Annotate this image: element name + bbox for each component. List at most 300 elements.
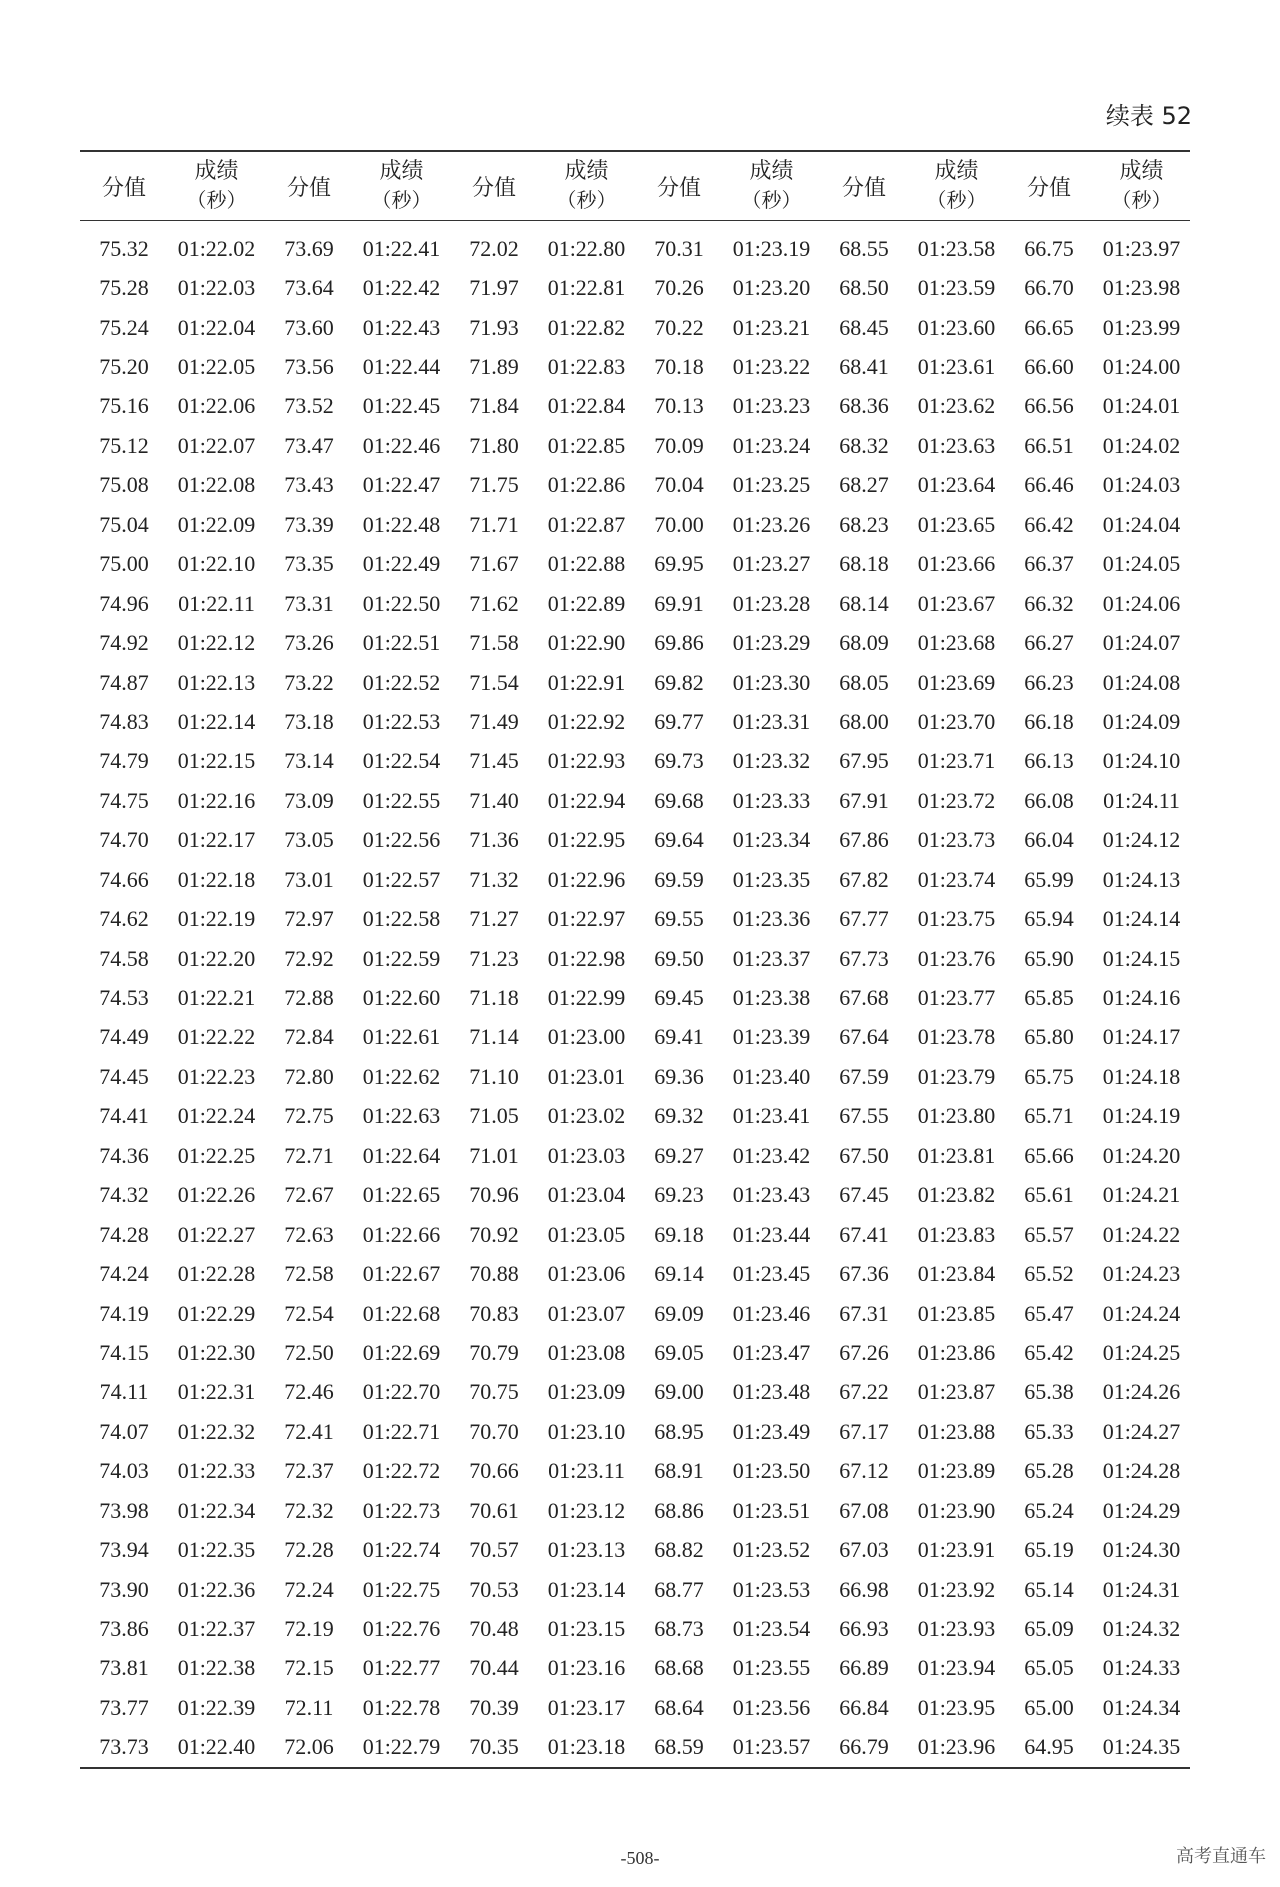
score-cell: 74.92: [99, 630, 149, 656]
time-cell: 01:22.85: [547, 432, 626, 458]
time-cell: 01:23.07: [547, 1300, 626, 1326]
score-cell: 72.28: [284, 1537, 334, 1563]
time-cell: 01:23.80: [917, 1103, 996, 1129]
score-cell: 73.73: [99, 1734, 149, 1760]
time-cell: 01:22.83: [547, 354, 626, 380]
score-cell: 74.66: [99, 866, 149, 892]
score-cell: 66.32: [1024, 590, 1074, 616]
score-cell: 74.03: [99, 1458, 149, 1484]
score-cell: 65.57: [1024, 1221, 1074, 1247]
header-score: 分值: [841, 175, 886, 201]
score-cell: 74.07: [99, 1418, 149, 1444]
score-cell: 71.40: [469, 787, 519, 813]
time-cell: 01:22.75: [362, 1576, 441, 1602]
time-cell: 01:22.80: [547, 235, 626, 261]
time-cell: 01:22.87: [547, 511, 626, 537]
time-cell: 01:23.90: [917, 1497, 996, 1523]
table-row: [80, 781, 1190, 820]
score-cell: 74.32: [99, 1182, 149, 1208]
time-cell: 01:22.17: [177, 827, 256, 853]
score-cell: 66.04: [1024, 827, 1074, 853]
time-cell: 01:23.22: [732, 354, 811, 380]
time-cell: 01:22.60: [362, 985, 441, 1011]
score-cell: 72.88: [284, 985, 334, 1011]
time-cell: 01:23.98: [1102, 275, 1181, 301]
score-cell: 69.14: [654, 1261, 704, 1287]
score-cell: 75.24: [99, 314, 149, 340]
score-cell: 73.60: [284, 314, 334, 340]
table-row: [80, 1176, 1190, 1215]
score-cell: 65.19: [1024, 1537, 1074, 1563]
score-cell: 69.73: [654, 748, 704, 774]
time-cell: 01:23.42: [732, 1142, 811, 1168]
time-cell: 01:23.70: [917, 708, 996, 734]
header-time-unit: （秒）: [741, 188, 802, 212]
score-cell: 74.45: [99, 1063, 149, 1089]
time-cell: 01:24.34: [1102, 1694, 1181, 1720]
score-cell: 73.90: [99, 1576, 149, 1602]
score-cell: 66.75: [1024, 235, 1074, 261]
time-cell: 01:23.15: [547, 1616, 626, 1642]
score-cell: 67.55: [839, 1103, 889, 1129]
time-cell: 01:23.58: [917, 235, 996, 261]
score-cell: 66.56: [1024, 393, 1074, 419]
score-cell: 71.05: [469, 1103, 519, 1129]
score-cell: 67.50: [839, 1142, 889, 1168]
time-cell: 01:24.11: [1103, 787, 1180, 813]
score-table-container: [80, 150, 1190, 1769]
time-cell: 01:22.73: [362, 1497, 441, 1523]
time-cell: 01:23.20: [732, 275, 811, 301]
score-cell: 68.95: [654, 1418, 704, 1444]
score-cell: 71.80: [469, 432, 519, 458]
time-cell: 01:24.35: [1102, 1734, 1181, 1760]
table-row: [80, 1570, 1190, 1609]
time-cell: 01:23.84: [917, 1261, 996, 1287]
score-cell: 70.22: [654, 314, 704, 340]
time-cell: 01:22.66: [362, 1221, 441, 1247]
table-row: [80, 821, 1190, 860]
time-cell: 01:22.92: [547, 708, 626, 734]
time-cell: 01:22.19: [177, 906, 256, 932]
table-row: [80, 268, 1190, 307]
header-score: 分值: [471, 175, 516, 201]
time-cell: 01:23.97: [1102, 235, 1181, 261]
score-cell: 66.89: [839, 1655, 889, 1681]
time-cell: 01:23.24: [732, 432, 811, 458]
score-cell: 65.71: [1024, 1103, 1074, 1129]
score-cell: 75.04: [99, 511, 149, 537]
table-row: [80, 221, 1190, 269]
score-cell: 68.77: [654, 1576, 704, 1602]
table-row: [80, 1728, 1190, 1768]
score-cell: 65.28: [1024, 1458, 1074, 1484]
time-cell: 01:24.10: [1102, 748, 1181, 774]
score-cell: 65.38: [1024, 1379, 1074, 1405]
time-cell: 01:23.72: [917, 787, 996, 813]
page-number: -508-: [620, 1848, 660, 1868]
score-cell: 73.56: [284, 354, 334, 380]
time-cell: 01:23.81: [917, 1142, 996, 1168]
table-row: [80, 584, 1190, 623]
score-cell: 71.45: [469, 748, 519, 774]
score-cell: 67.08: [839, 1497, 889, 1523]
time-cell: 01:23.38: [732, 985, 811, 1011]
header-time-label: 成绩: [1119, 159, 1164, 184]
score-cell: 72.11: [284, 1694, 334, 1720]
score-cell: 68.55: [839, 235, 889, 261]
score-cell: 75.32: [99, 235, 149, 261]
score-cell: 73.94: [99, 1537, 149, 1563]
time-cell: 01:23.99: [1102, 314, 1181, 340]
time-cell: 01:22.27: [177, 1221, 256, 1247]
time-cell: 01:22.35: [177, 1537, 256, 1563]
time-cell: 01:22.30: [177, 1339, 256, 1365]
time-cell: 01:22.06: [177, 393, 256, 419]
time-cell: 01:23.92: [917, 1576, 996, 1602]
score-cell: 66.65: [1024, 314, 1074, 340]
time-cell: 01:22.42: [362, 275, 441, 301]
header-score: 分值: [101, 175, 146, 201]
header-time: [1093, 151, 1190, 221]
time-cell: 01:22.05: [177, 354, 256, 380]
time-cell: 01:23.52: [732, 1537, 811, 1563]
score-cell: 71.67: [469, 551, 519, 577]
table-row: [80, 1333, 1190, 1372]
table-body: [80, 221, 1190, 1769]
score-cell: 74.11: [99, 1379, 149, 1405]
time-cell: 01:22.40: [177, 1734, 256, 1760]
score-cell: 72.37: [284, 1458, 334, 1484]
score-cell: 75.08: [99, 472, 149, 498]
time-cell: 01:23.37: [732, 945, 811, 971]
score-cell: 65.47: [1024, 1300, 1074, 1326]
time-cell: 01:22.47: [362, 472, 441, 498]
time-cell: 01:23.10: [547, 1418, 626, 1444]
score-cell: 70.39: [469, 1694, 519, 1720]
time-cell: 01:22.70: [362, 1379, 441, 1405]
time-cell: 01:24.31: [1102, 1576, 1181, 1602]
time-cell: 01:22.34: [177, 1497, 256, 1523]
time-cell: 01:24.07: [1102, 630, 1181, 656]
score-cell: 73.09: [284, 787, 334, 813]
header-time-label: 成绩: [194, 159, 239, 184]
time-cell: 01:23.60: [917, 314, 996, 340]
time-cell: 01:23.03: [547, 1142, 626, 1168]
score-cell: 71.93: [469, 314, 519, 340]
time-cell: 01:24.08: [1102, 669, 1181, 695]
table-row: [80, 1649, 1190, 1688]
time-cell: 01:22.46: [362, 432, 441, 458]
time-cell: 01:23.13: [547, 1537, 626, 1563]
header-time-unit: （秒）: [1111, 188, 1172, 212]
score-cell: 68.86: [654, 1497, 704, 1523]
time-cell: 01:22.49: [362, 551, 441, 577]
time-cell: 01:22.72: [362, 1458, 441, 1484]
header-time: [723, 151, 820, 221]
time-cell: 01:22.68: [362, 1300, 441, 1326]
time-cell: 01:22.31: [177, 1379, 256, 1405]
score-cell: 70.26: [654, 275, 704, 301]
time-cell: 01:23.02: [547, 1103, 626, 1129]
score-cell: 66.46: [1024, 472, 1074, 498]
score-cell: 74.49: [99, 1024, 149, 1050]
table-row: [80, 742, 1190, 781]
table-row: [80, 1136, 1190, 1175]
time-cell: 01:22.64: [362, 1142, 441, 1168]
score-cell: 68.05: [839, 669, 889, 695]
time-cell: 01:23.55: [732, 1655, 811, 1681]
time-cell: 01:22.86: [547, 472, 626, 498]
score-cell: 73.26: [284, 630, 334, 656]
time-cell: 01:23.78: [917, 1024, 996, 1050]
score-cell: 69.82: [654, 669, 704, 695]
score-cell: 65.61: [1024, 1182, 1074, 1208]
time-cell: 01:24.02: [1102, 432, 1181, 458]
time-cell: 01:23.79: [917, 1063, 996, 1089]
score-cell: 75.16: [99, 393, 149, 419]
score-cell: 70.75: [469, 1379, 519, 1405]
header-time-unit: （秒）: [926, 188, 987, 212]
score-cell: 75.12: [99, 432, 149, 458]
score-cell: 71.36: [469, 827, 519, 853]
time-cell: 01:22.56: [362, 827, 441, 853]
header-time-label: 成绩: [749, 159, 794, 184]
score-cell: 69.27: [654, 1142, 704, 1168]
time-cell: 01:23.08: [547, 1339, 626, 1365]
time-cell: 01:24.33: [1102, 1655, 1181, 1681]
score-cell: 73.05: [284, 827, 334, 853]
time-cell: 01:23.51: [732, 1497, 811, 1523]
score-cell: 70.44: [469, 1655, 519, 1681]
score-cell: 69.36: [654, 1063, 704, 1089]
time-cell: 01:22.24: [177, 1103, 256, 1129]
time-cell: 01:23.74: [917, 866, 996, 892]
table-row: [80, 1018, 1190, 1057]
time-cell: 01:24.27: [1102, 1418, 1181, 1444]
table-row: [80, 1452, 1190, 1491]
score-cell: 70.96: [469, 1182, 519, 1208]
score-cell: 65.42: [1024, 1339, 1074, 1365]
time-cell: 01:23.49: [732, 1418, 811, 1444]
time-cell: 01:23.18: [547, 1734, 626, 1760]
score-cell: 72.24: [284, 1576, 334, 1602]
time-cell: 01:22.50: [362, 590, 441, 616]
time-cell: 01:22.04: [177, 314, 256, 340]
score-cell: 65.33: [1024, 1418, 1074, 1444]
time-cell: 01:22.10: [177, 551, 256, 577]
score-cell: 72.41: [284, 1418, 334, 1444]
score-cell: 68.09: [839, 630, 889, 656]
time-cell: 01:24.18: [1102, 1063, 1181, 1089]
time-cell: 01:23.75: [917, 906, 996, 932]
time-cell: 01:24.19: [1102, 1103, 1181, 1129]
score-cell: 72.92: [284, 945, 334, 971]
score-cell: 68.91: [654, 1458, 704, 1484]
score-cell: 73.47: [284, 432, 334, 458]
time-cell: 01:22.32: [177, 1418, 256, 1444]
header-time-unit: （秒）: [556, 188, 617, 212]
score-cell: 65.75: [1024, 1063, 1074, 1089]
time-cell: 01:23.76: [917, 945, 996, 971]
score-cell: 68.64: [654, 1694, 704, 1720]
time-cell: 01:22.94: [547, 787, 626, 813]
score-cell: 73.69: [284, 235, 334, 261]
score-cell: 70.88: [469, 1261, 519, 1287]
score-cell: 73.86: [99, 1616, 149, 1642]
score-cell: 73.77: [99, 1694, 149, 1720]
score-cell: 73.31: [284, 590, 334, 616]
time-cell: 01:22.15: [177, 748, 256, 774]
watermark-text: 高考直通车: [1176, 1846, 1266, 1867]
score-cell: 74.70: [99, 827, 149, 853]
score-cell: 67.26: [839, 1339, 889, 1365]
time-cell: 01:23.47: [732, 1339, 811, 1365]
time-cell: 01:22.53: [362, 708, 441, 734]
time-cell: 01:22.22: [177, 1024, 256, 1050]
score-cell: 66.13: [1024, 748, 1074, 774]
score-cell: 66.08: [1024, 787, 1074, 813]
score-cell: 67.73: [839, 945, 889, 971]
time-cell: 01:24.16: [1102, 985, 1181, 1011]
table-row: [80, 1688, 1190, 1727]
time-cell: 01:23.86: [917, 1339, 996, 1365]
score-cell: 68.45: [839, 314, 889, 340]
table-row: [80, 505, 1190, 544]
table-row: [80, 1057, 1190, 1096]
score-cell: 70.57: [469, 1537, 519, 1563]
score-cell: 67.45: [839, 1182, 889, 1208]
score-cell: 70.04: [654, 472, 704, 498]
time-cell: 01:22.02: [177, 235, 256, 261]
time-cell: 01:22.20: [177, 945, 256, 971]
time-cell: 01:24.30: [1102, 1537, 1181, 1563]
score-cell: 70.00: [654, 511, 704, 537]
time-cell: 01:24.01: [1102, 393, 1181, 419]
score-cell: 74.53: [99, 985, 149, 1011]
time-cell: 01:22.21: [177, 985, 256, 1011]
time-cell: 01:22.79: [362, 1734, 441, 1760]
time-cell: 01:22.39: [177, 1694, 256, 1720]
score-cell: 71.27: [469, 906, 519, 932]
score-cell: 67.59: [839, 1063, 889, 1089]
score-cell: 71.01: [469, 1142, 519, 1168]
header-time-label: 成绩: [379, 159, 424, 184]
time-cell: 01:22.18: [177, 866, 256, 892]
time-cell: 01:23.00: [547, 1024, 626, 1050]
time-cell: 01:23.77: [917, 985, 996, 1011]
time-cell: 01:22.88: [547, 551, 626, 577]
time-cell: 01:23.33: [732, 787, 811, 813]
score-cell: 69.32: [654, 1103, 704, 1129]
time-cell: 01:23.14: [547, 1576, 626, 1602]
time-cell: 01:22.14: [177, 708, 256, 734]
time-cell: 01:22.11: [178, 590, 255, 616]
score-cell: 72.97: [284, 906, 334, 932]
time-cell: 01:23.35: [732, 866, 811, 892]
time-cell: 01:22.62: [362, 1063, 441, 1089]
time-cell: 01:22.37: [177, 1616, 256, 1642]
score-cell: 65.24: [1024, 1497, 1074, 1523]
header-time: [168, 151, 265, 221]
score-cell: 66.42: [1024, 511, 1074, 537]
score-cell: 70.83: [469, 1300, 519, 1326]
time-cell: 01:24.23: [1102, 1261, 1181, 1287]
score-cell: 65.85: [1024, 985, 1074, 1011]
score-cell: 74.79: [99, 748, 149, 774]
score-cell: 69.18: [654, 1221, 704, 1247]
score-cell: 66.18: [1024, 708, 1074, 734]
time-cell: 01:24.25: [1102, 1339, 1181, 1365]
score-cell: 73.81: [99, 1655, 149, 1681]
score-cell: 74.96: [99, 590, 149, 616]
score-cell: 67.17: [839, 1418, 889, 1444]
score-cell: 73.18: [284, 708, 334, 734]
score-cell: 67.95: [839, 748, 889, 774]
time-cell: 01:22.43: [362, 314, 441, 340]
table-row: [80, 387, 1190, 426]
score-cell: 71.14: [469, 1024, 519, 1050]
score-cell: 74.41: [99, 1103, 149, 1129]
time-cell: 01:23.57: [732, 1734, 811, 1760]
time-cell: 01:24.04: [1102, 511, 1181, 537]
score-cell: 67.36: [839, 1261, 889, 1287]
time-cell: 01:23.87: [917, 1379, 996, 1405]
time-cell: 01:22.25: [177, 1142, 256, 1168]
time-cell: 01:23.94: [917, 1655, 996, 1681]
time-cell: 01:23.67: [917, 590, 996, 616]
time-cell: 01:23.64: [917, 472, 996, 498]
time-cell: 01:23.83: [917, 1221, 996, 1247]
table-header: [80, 151, 1190, 221]
score-cell: 69.23: [654, 1182, 704, 1208]
score-cell: 74.28: [99, 1221, 149, 1247]
score-cell: 68.82: [654, 1537, 704, 1563]
score-cell: 69.64: [654, 827, 704, 853]
time-cell: 01:23.73: [917, 827, 996, 853]
score-cell: 68.18: [839, 551, 889, 577]
time-cell: 01:22.44: [362, 354, 441, 380]
time-cell: 01:23.12: [547, 1497, 626, 1523]
score-cell: 70.53: [469, 1576, 519, 1602]
score-cell: 66.27: [1024, 630, 1074, 656]
time-cell: 01:24.12: [1102, 827, 1181, 853]
time-cell: 01:22.26: [177, 1182, 256, 1208]
score-cell: 75.28: [99, 275, 149, 301]
time-cell: 01:23.95: [917, 1694, 996, 1720]
header-time: [353, 151, 450, 221]
time-cell: 01:22.54: [362, 748, 441, 774]
table-row: [80, 702, 1190, 741]
time-cell: 01:24.05: [1102, 551, 1181, 577]
header-time: [538, 151, 635, 221]
table-row: [80, 426, 1190, 465]
score-cell: 72.32: [284, 1497, 334, 1523]
time-cell: 01:24.22: [1102, 1221, 1181, 1247]
header-row: [80, 151, 1190, 221]
time-cell: 01:22.29: [177, 1300, 256, 1326]
score-cell: 70.79: [469, 1339, 519, 1365]
header-time: [908, 151, 1005, 221]
score-cell: 67.03: [839, 1537, 889, 1563]
time-cell: 01:22.48: [362, 511, 441, 537]
header-score: 分值: [656, 175, 701, 201]
time-cell: 01:23.09: [547, 1379, 626, 1405]
time-cell: 01:23.61: [917, 354, 996, 380]
score-cell: 73.39: [284, 511, 334, 537]
score-cell: 65.05: [1024, 1655, 1074, 1681]
time-cell: 01:22.76: [362, 1616, 441, 1642]
